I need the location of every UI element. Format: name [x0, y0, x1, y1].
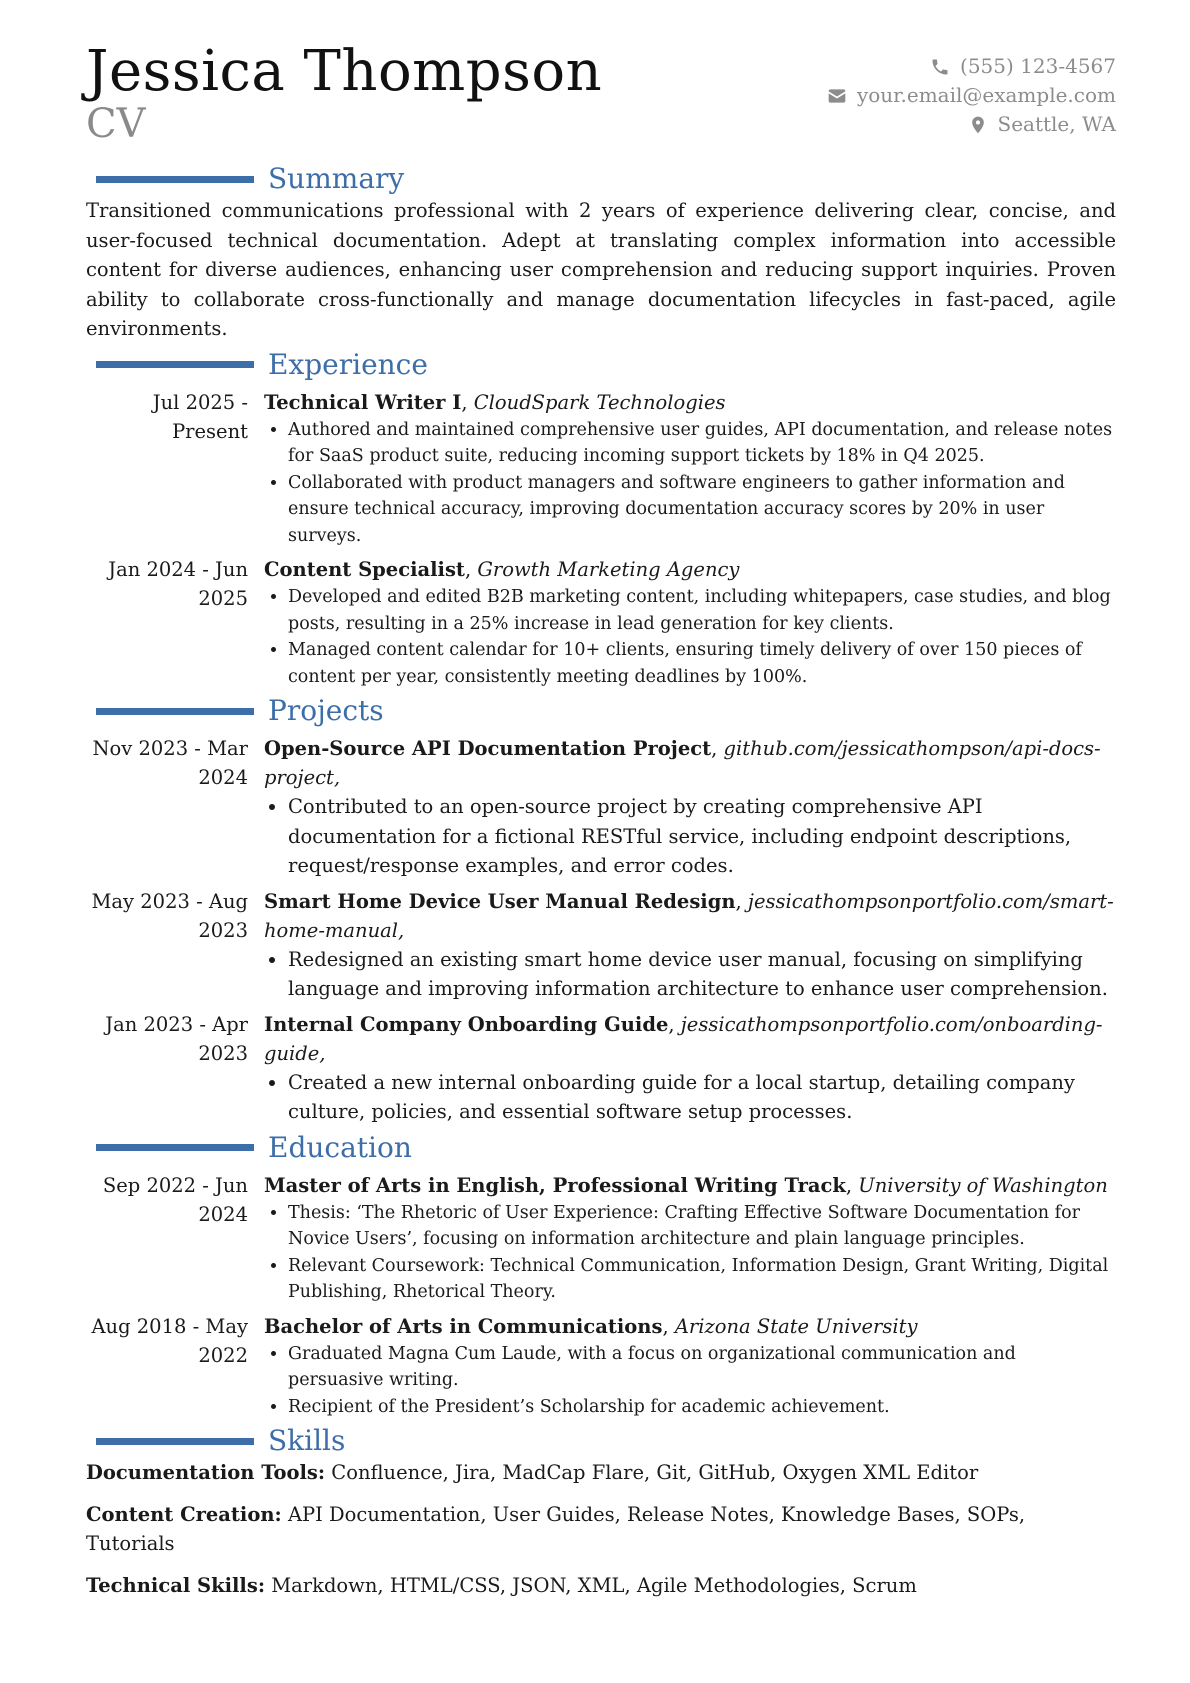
skill-label: Documentation Tools: [86, 1461, 326, 1484]
project-name: Open-Source API Documentation Project [264, 737, 712, 760]
skill-row [86, 1500, 1116, 1559]
job-org: CloudSpark Technologies [473, 390, 726, 414]
bullet-list [264, 417, 1116, 550]
entry-date: Jul 2025 - Present [152, 390, 248, 443]
degree-name: Master of Arts in English, Professional Writing Track [264, 1173, 846, 1197]
entry-title: Open-Source API Documentation Project, github.com/jessicathompson/api-docs-project, [264, 737, 1101, 789]
entry-title: Master of Arts in English, Professional Writing Track, University of Washington [264, 1173, 1108, 1197]
map-pin-icon [968, 115, 988, 135]
entry-title: Internal Company Onboarding Guide, jessicathompsonportfolio.com/onboarding-guide, [264, 1012, 1103, 1065]
entry-date: Jan 2024 - Jun 2025 [108, 558, 248, 610]
projects-heading [86, 694, 1116, 728]
section-bar [96, 1144, 254, 1151]
bullet-item: • Relevant Coursework: Technical Communication, Information Design, Grant Writing, Digital Publishing, Rhetorical Theory. [288, 1253, 1116, 1306]
section-title: Summary [268, 162, 405, 195]
section-bar [96, 361, 254, 368]
experience-heading [86, 348, 1116, 382]
skill-row [86, 1458, 1116, 1488]
bullet-list [264, 792, 1116, 881]
skill-label: Content Creation: [86, 1502, 282, 1526]
envelope-icon [827, 86, 847, 106]
contact-info [827, 52, 1116, 139]
entry-title: Bachelor of Arts in Communications, Arizona State University [264, 1314, 918, 1338]
person-name: Jessica Thompson [86, 39, 603, 104]
summary-heading [86, 162, 1116, 196]
project-entry [86, 887, 1116, 1004]
bullet-item: • Graduated Magna Cum Laude, with a focus on organizational communication and persuasive writing. [288, 1341, 1116, 1394]
bullet-item: • Managed content calendar for 10+ clients, ensuring timely delivery of over 150 pieces of content per year, consistently meeting deadlines by 100%. [288, 637, 1116, 690]
project-name: Internal Company Onboarding Guide [264, 1012, 669, 1036]
bullet-item: • Created a new internal onboarding guide for a local startup, detailing company culture, policies, and essential software setup processes. [288, 1068, 1116, 1127]
project-link[interactable]: jessicathompsonportfolio.com/onboarding-guide, [264, 1012, 1103, 1065]
skill-value: Confluence, Jira, MadCap Flare, Git, GitHub, Oxygen XML Editor [331, 1461, 979, 1484]
email-text: your.email@example.com [856, 83, 1116, 107]
experience-entry [86, 555, 1116, 690]
skill-row [86, 1571, 1116, 1601]
section-title: Projects [268, 694, 384, 727]
section-bar [96, 1438, 254, 1445]
project-link[interactable]: jessicathompsonportfolio.com/smart-home-manual, [264, 889, 1114, 942]
bullet-list [264, 584, 1116, 690]
location-text: Seattle, WA [997, 112, 1116, 136]
school-name: University of Washington [858, 1173, 1108, 1197]
entry-date: Jan 2023 - Apr 2023 [105, 1012, 248, 1065]
contact-location [827, 110, 1116, 139]
cv-header [86, 40, 1116, 158]
entry-title: Technical Writer I, CloudSpark Technologies [264, 390, 726, 414]
bullet-item: • Recipient of the President’s Scholarship for academic achievement. [288, 1394, 1116, 1421]
bullet-item: • Thesis: ‘The Rhetoric of User Experience: Crafting Effective Software Documentation for Novice Users’, focusing on information architecture and plain language principles. [288, 1200, 1116, 1253]
job-role: Technical Writer I [264, 390, 462, 414]
skill-label: Technical Skills: [86, 1573, 266, 1597]
skill-value: Markdown, HTML/CSS, JSON, XML, Agile Methodologies, Scrum [271, 1573, 917, 1597]
entry-date: Aug 2018 - May 2022 [91, 1314, 248, 1367]
skill-value: API Documentation, User Guides, Release Notes, Knowledge Bases, SOPs, Tutorials [86, 1502, 1026, 1555]
project-entry [86, 734, 1116, 881]
contact-email [827, 81, 1116, 110]
section-title: Experience [268, 347, 428, 381]
section-title: Education [268, 1130, 412, 1164]
degree-name: Bachelor of Arts in Communications [264, 1314, 663, 1338]
experience-entry [86, 388, 1116, 550]
section-bar [96, 708, 254, 715]
bullet-list [264, 945, 1116, 1004]
school-name: Arizona State University [674, 1314, 918, 1338]
job-role: Content Specialist [264, 558, 465, 581]
entry-date: Sep 2022 - Jun 2024 [102, 1173, 248, 1226]
contact-phone [827, 52, 1116, 81]
education-entry [86, 1312, 1116, 1421]
summary-text: Transitioned communications professional with 2 years of experience delivering clear, concise, and user-focused technical documentation. Adept at translating complex information into accessible content for diverse audiences, enhancing user comprehension and reducing support inquiries. Proven ability to collaborate cross-functionally and manage documentation lifecycles in fast-paced, agile environments. [86, 199, 1116, 340]
phone-icon [930, 57, 950, 77]
bullet-item: • Collaborated with product managers and software engineers to gather information and ensure technical accuracy, improving documentation accuracy scores by 20% in user surveys. [288, 470, 1116, 550]
project-entry [86, 1010, 1116, 1127]
cv-page [86, 40, 1116, 1612]
entry-title: Smart Home Device User Manual Redesign, jessicathompsonportfolio.com/smart-home-manual, [264, 889, 1114, 942]
education-entry [86, 1171, 1116, 1306]
education-heading [86, 1131, 1116, 1165]
project-name: Smart Home Device User Manual Redesign [264, 889, 736, 913]
project-link[interactable]: github.com/jessicathompson/api-docs-project, [264, 737, 1101, 789]
skills-heading [86, 1424, 1116, 1458]
entry-title: Content Specialist, Growth Marketing Agency [264, 558, 740, 581]
bullet-item: • Contributed to an open-source project by creating comprehensive API documentation for a fictional RESTful service, including endpoint descriptions, request/response examples, and error codes. [288, 792, 1116, 881]
entry-date: Nov 2023 - Mar 2024 [92, 737, 248, 789]
bullet-list [264, 1341, 1116, 1421]
section-title: Skills [268, 1424, 346, 1457]
document-subtitle: CV [86, 101, 146, 147]
entry-date: May 2023 - Aug 2023 [91, 889, 248, 942]
phone-text: (555) 123-4567 [960, 54, 1116, 78]
bullet-item: • Authored and maintained comprehensive user guides, API documentation, and release notes for SaaS product suite, reducing incoming support tickets by 18% in Q4 2025. [288, 417, 1116, 470]
section-bar [96, 176, 254, 183]
bullet-item: • Redesigned an existing smart home device user manual, focusing on simplifying language and improving information architecture to enhance user comprehension. [288, 945, 1116, 1004]
bullet-item: • Developed and edited B2B marketing content, including whitepapers, case studies, and blog posts, resulting in a 25% increase in lead generation for key clients. [288, 584, 1116, 637]
bullet-list [264, 1068, 1116, 1127]
job-org: Growth Marketing Agency [477, 558, 740, 581]
bullet-list [264, 1200, 1116, 1306]
